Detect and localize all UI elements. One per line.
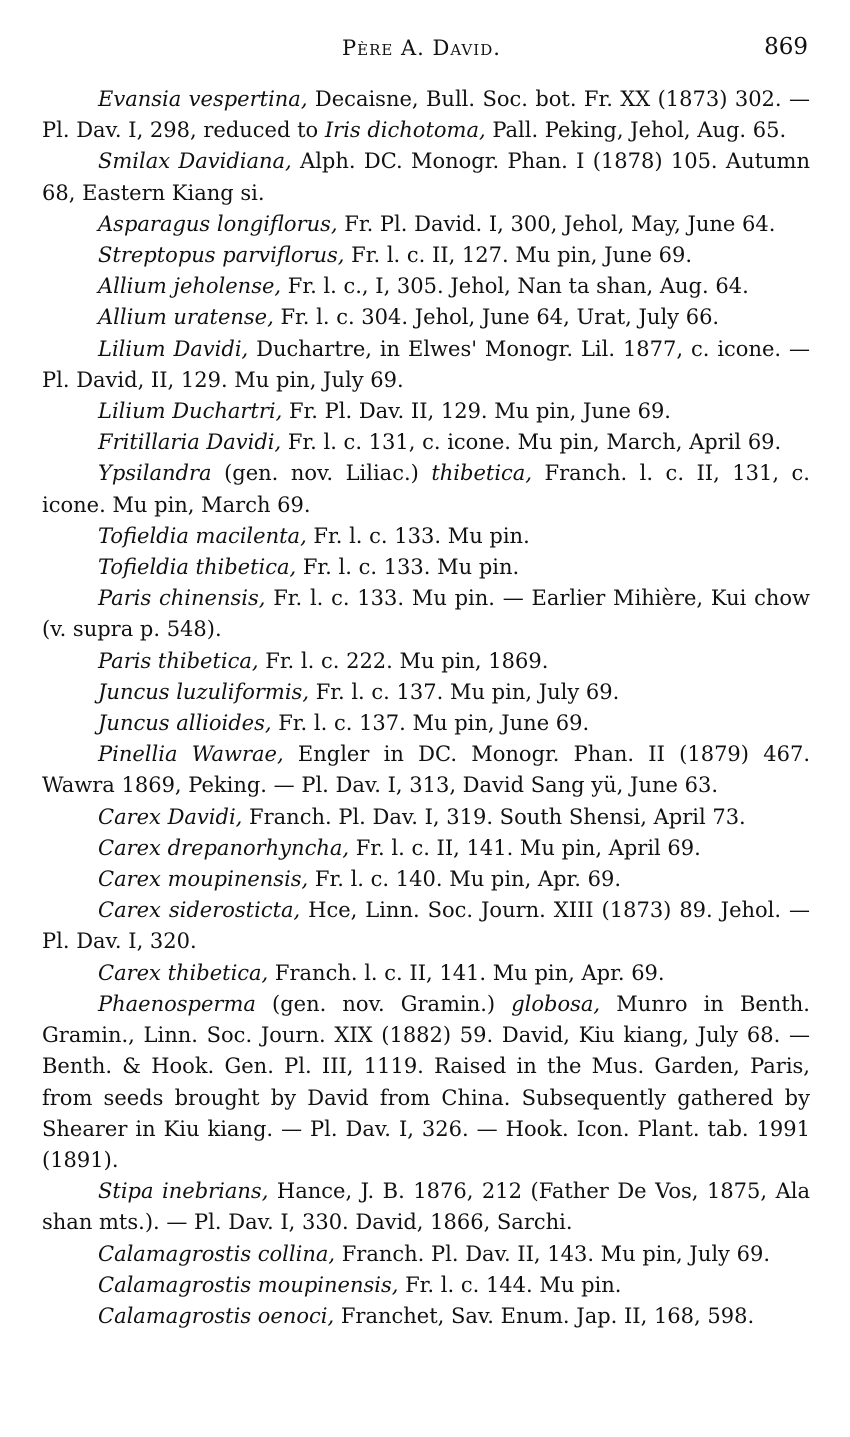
species-citation: Fr. l. c. 133. Mu pin. bbox=[296, 555, 520, 580]
species-entry bbox=[42, 833, 810, 864]
species-entry bbox=[42, 677, 810, 708]
species-name: Carex moupinensis, bbox=[98, 867, 309, 892]
species-citation: Franch. Pl. Dav. II, 143. Mu pin, July 69. bbox=[335, 1241, 770, 1266]
species-citation: Fr. l. c. 140. Mu pin, Apr. 69. bbox=[308, 867, 622, 892]
species-name: Carex Davidi, bbox=[98, 804, 243, 829]
species-entry bbox=[42, 739, 810, 801]
species-citation-continued: Pall. Peking, Jehol, Aug. 65. bbox=[485, 118, 787, 143]
species-citation-continued: Munro in Benth. Gramin., Linn. Soc. Journ. XIX (1882) 59. David, Kiu kiang, July 68. — Benth. & Hook. Gen. Pl. III, 1119. Raised in the Mus. Garden, Paris, from seeds brought by David from China. Subsequently gathered by Shearer in Kiu kiang. — Pl. Dav. I, 326. — Hook. Icon. Plant. tab. 1991 (1891). bbox=[42, 991, 810, 1172]
species-citation: Fr. l. c. 304. Jehol, June 64, Urat, July 66. bbox=[273, 305, 720, 330]
species-citation: Fr. l. c. 137. Mu pin, June 69. bbox=[271, 711, 590, 736]
species-name-secondary: Iris dichotoma, bbox=[324, 118, 486, 143]
species-citation: (gen. nov. Gramin.) bbox=[255, 991, 512, 1016]
species-name: Carex thibetica, bbox=[98, 960, 269, 985]
species-citation: Engler in DC. Monogr. Phan. II (1879) 467. Wawra 1869, Peking. — Pl. Dav. I, 313, David Sang yü, June 63. bbox=[42, 742, 811, 798]
species-name: Calamagrostis oenoci, bbox=[98, 1303, 335, 1328]
species-citation: Fr. l. c. II, 127. Mu pin, June 69. bbox=[344, 243, 693, 268]
species-name: Ypsilandra bbox=[98, 461, 212, 486]
species-citation: Duchartre, in Elwes' Monogr. Lil. 1877, c. icone. — Pl. David, II, 129. Mu pin, July 69. bbox=[42, 336, 810, 392]
running-title: Père A. David. bbox=[342, 36, 501, 60]
species-name: Juncus luzuliformis, bbox=[98, 679, 310, 704]
species-entry bbox=[42, 1239, 810, 1270]
species-citation: Franchet, Sav. Enum. Jap. II, 168, 598. bbox=[334, 1303, 755, 1328]
species-name: Tofieldia thibetica, bbox=[98, 555, 297, 580]
species-citation: Fr. l. c. 137. Mu pin, July 69. bbox=[309, 679, 620, 704]
species-name-secondary: globosa, bbox=[511, 991, 601, 1016]
species-citation: (gen. nov. Liliac.) bbox=[211, 461, 432, 486]
species-entry bbox=[42, 989, 810, 1176]
species-citation: Fr. l. c. 131, c. icone. Mu pin, March, April 69. bbox=[281, 430, 782, 455]
species-entry bbox=[42, 427, 810, 458]
species-entry bbox=[42, 552, 810, 583]
species-citation: Fr. l. c. 222. Mu pin, 1869. bbox=[258, 648, 549, 673]
species-name: Calamagrostis collina, bbox=[98, 1241, 336, 1266]
species-name: Asparagus longiflorus, bbox=[98, 211, 338, 236]
species-name: Fritillaria Davidi, bbox=[98, 430, 282, 455]
species-entry bbox=[42, 146, 810, 208]
species-citation: Hance, J. B. 1876, 212 (Father De Vos, 1875, Ala shan mts.). — Pl. Dav. I, 330. David, 1866, Sarchi. bbox=[42, 1179, 810, 1235]
species-entry bbox=[42, 334, 810, 396]
species-citation: Fr. Pl. David. I, 300, Jehol, May, June 64. bbox=[337, 211, 776, 236]
species-citation: Fr. l. c., I, 305. Jehol, Nan ta shan, Aug. 64. bbox=[281, 274, 749, 299]
species-name: Pinellia Wawrae, bbox=[98, 742, 284, 767]
species-entry bbox=[42, 583, 810, 645]
species-entry bbox=[42, 521, 810, 552]
species-citation-continued: Franch. l. c. II, 131, c. icone. Mu pin, March 69. bbox=[42, 461, 810, 517]
species-citation: Hce, Linn. Soc. Journ. XIII (1873) 89. Jehol. — Pl. Dav. I, 320. bbox=[42, 898, 810, 954]
species-name: Tofieldia macilenta, bbox=[98, 523, 307, 548]
species-name: Carex drepanorhyncha, bbox=[98, 835, 350, 860]
species-name: Juncus allioides, bbox=[98, 711, 272, 736]
species-name: Lilium Duchartri, bbox=[98, 399, 283, 424]
species-citation: Decaisne, Bull. Soc. bot. Fr. XX (1873) 302. — Pl. Dav. I, 298, reduced to bbox=[42, 87, 810, 143]
species-entry bbox=[42, 958, 810, 989]
species-citation: Fr. l. c. II, 141. Mu pin, April 69. bbox=[349, 835, 701, 860]
species-name: Carex siderosticta, bbox=[98, 898, 301, 923]
species-entry bbox=[42, 302, 810, 333]
species-citation: Fr. l. c. 133. Mu pin. bbox=[306, 523, 530, 548]
species-name: Allium jeholense, bbox=[98, 274, 282, 299]
species-citation: Franch. Pl. Dav. I, 319. South Shensi, April 73. bbox=[242, 804, 746, 829]
species-name: Evansia vespertina, bbox=[98, 87, 308, 111]
species-entry bbox=[42, 240, 810, 271]
species-citation: Fr. Pl. Dav. II, 129. Mu pin, June 69. bbox=[282, 399, 671, 424]
species-entry bbox=[42, 458, 810, 520]
species-name: Lilium Davidi, bbox=[98, 336, 249, 361]
species-name-secondary: thibetica, bbox=[431, 461, 533, 486]
species-citation: Fr. l. c. 144. Mu pin. bbox=[398, 1272, 622, 1297]
species-entry bbox=[42, 802, 810, 833]
page-number: 869 bbox=[764, 34, 808, 60]
species-list bbox=[42, 84, 810, 1332]
species-entry bbox=[42, 864, 810, 895]
species-name: Streptopus parviflorus, bbox=[98, 243, 345, 268]
species-entry bbox=[42, 271, 810, 302]
species-entry bbox=[42, 646, 810, 677]
species-name: Phaenosperma bbox=[98, 991, 256, 1016]
species-citation: Fr. l. c. 133. Mu pin. — Earlier Mihière, Kui chow (v. supra p. 548). bbox=[42, 586, 810, 642]
running-head bbox=[0, 30, 850, 64]
species-entry bbox=[42, 209, 810, 240]
species-entry bbox=[42, 895, 810, 957]
species-entry bbox=[42, 84, 810, 146]
species-entry bbox=[42, 1301, 810, 1332]
species-entry bbox=[42, 708, 810, 739]
species-name: Stipa inebrians, bbox=[98, 1179, 269, 1204]
species-citation: Franch. l. c. II, 141. Mu pin, Apr. 69. bbox=[268, 960, 665, 985]
species-entry bbox=[42, 396, 810, 427]
species-citation: Alph. DC. Monogr. Phan. I (1878) 105. Autumn 68, Eastern Kiang si. bbox=[42, 149, 810, 205]
species-name: Paris thibetica, bbox=[98, 648, 259, 673]
species-name: Paris chinensis, bbox=[98, 586, 266, 611]
species-name: Calamagrostis moupinensis, bbox=[98, 1272, 399, 1297]
species-entry bbox=[42, 1176, 810, 1238]
species-name: Smilax Davidiana, bbox=[98, 149, 292, 174]
species-name: Allium uratense, bbox=[98, 305, 274, 330]
species-entry bbox=[42, 1270, 810, 1301]
